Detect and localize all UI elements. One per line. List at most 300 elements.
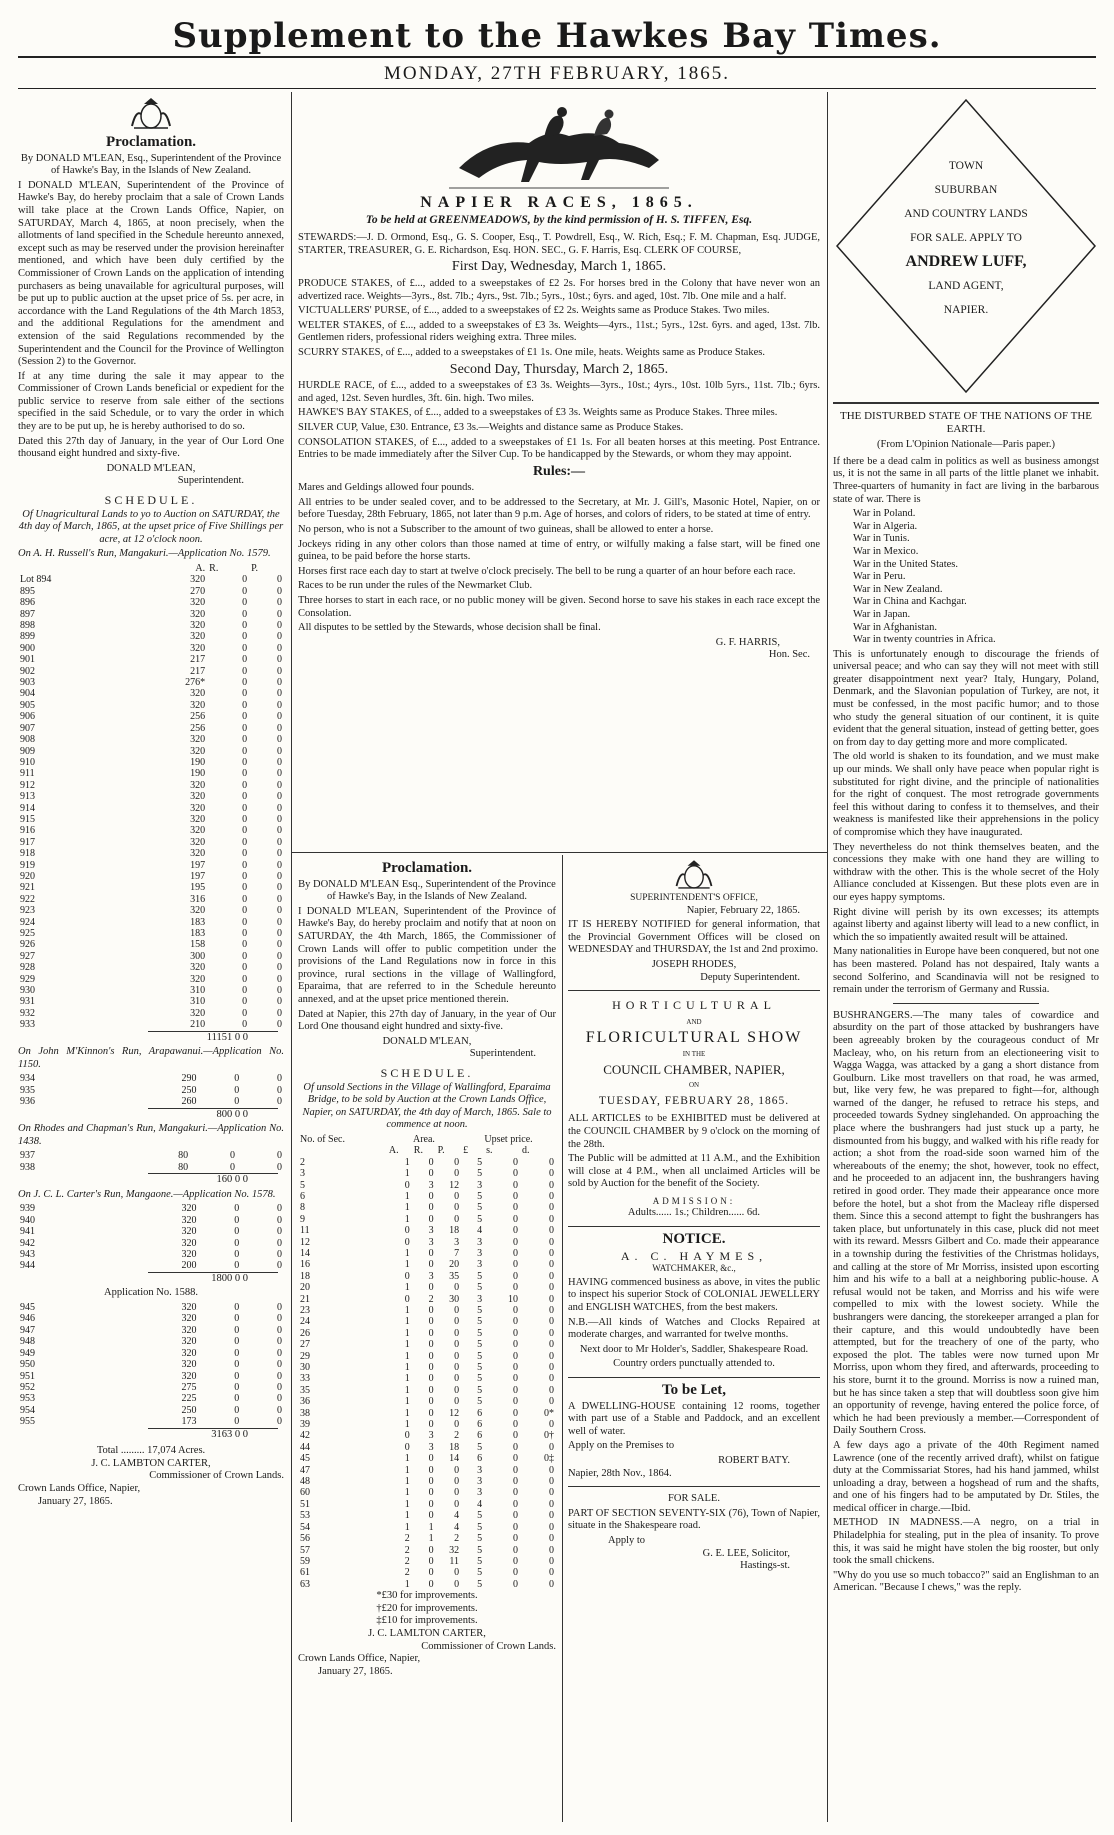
- table-cell: 0: [277, 893, 282, 905]
- note: †£20 for improvements.: [376, 1602, 478, 1614]
- schedule-intro: Of Unagricultural Lands to yo to Auction on SATURDAY, the 4th day of March, 1865, at the upset price of Five Shillings per acre, at 12 o'clock noon.: [18, 508, 284, 545]
- table-cell: 0: [234, 1359, 240, 1371]
- table-cell: 910: [20, 756, 35, 768]
- section-row: [298, 1168, 556, 1179]
- table-cell: 320: [190, 597, 206, 609]
- table-cell: 944: [20, 1260, 35, 1272]
- table-cell: 0: [454, 1156, 460, 1168]
- table-cell: 5: [300, 1179, 305, 1191]
- table-cell: 949: [20, 1347, 35, 1359]
- table-cell: 916: [20, 825, 35, 837]
- table-cell: 63: [300, 1578, 310, 1590]
- table-cell: 5: [477, 1304, 483, 1316]
- section-row: [298, 1408, 556, 1419]
- lot-row: [18, 688, 284, 699]
- table-cell: 0: [428, 1156, 434, 1168]
- section-row: [298, 1567, 556, 1578]
- show-public: The Public will be admitted at 11 A.M., and the Exhibition will close at 4 P.M., when all unclaimed Articles will be sold by Auction for the benefit of the Society.: [568, 1153, 820, 1190]
- run-heading: Application No. 1588.: [104, 1287, 198, 1299]
- table-cell: 0: [277, 802, 282, 814]
- table-cell: 0: [242, 985, 248, 997]
- table-cell: 0: [513, 1202, 519, 1214]
- war-item: War in Afghanistan.: [853, 621, 938, 633]
- table-cell: 0: [234, 1370, 240, 1382]
- table-cell: 3: [428, 1441, 434, 1453]
- table-cell: 912: [20, 779, 35, 791]
- table-cell: 0: [242, 711, 248, 723]
- table-cell: 941: [20, 1226, 35, 1238]
- table-cell: 0: [549, 1236, 554, 1248]
- haymes-body: HAVING commenced business as above, in vites the public to inspect his superior Stock of COLONIAL JEWELLERY and ENGLISH WATCHES, from the best makers.: [568, 1276, 820, 1314]
- table-cell: 0: [428, 1350, 434, 1362]
- lot-row: [18, 1382, 284, 1393]
- table-cell: 3: [454, 1236, 460, 1248]
- table-cell: 20: [300, 1282, 310, 1294]
- race-entry: CONSOLATION STAKES, of £..., added to a sweepstakes of £1 1s. For all beaten horses at this meeting. Post Entrance. Entries to be made immediately after the Silver Cup. To be handicapped by the Stewards, or whom they may appoint.: [298, 436, 820, 461]
- table-cell: 0: [242, 745, 248, 757]
- table-cell: 0: [277, 665, 282, 677]
- proclamation-2-title: Proclamation.: [381, 860, 473, 876]
- table-cell: 3: [428, 1179, 434, 1191]
- table-cell: 36: [300, 1396, 310, 1408]
- table-cell: 0: [404, 1441, 410, 1453]
- table-cell: 0: [513, 1339, 519, 1351]
- table-cell: 0: [277, 734, 282, 746]
- section-divider: [291, 852, 827, 853]
- table-cell: 320: [190, 802, 206, 814]
- article-para: The old world is shaken to its foundation, and we must make up our minds. We shall only have peace when popular right is substituted for right divine, and the principle of nationalities for the right of conquest. The most retrograde governments feel this without daring to confess it to themselves, and their weakness is manifested like their apprehensions in the policy of compromise which they have inaugurated.: [833, 751, 1099, 838]
- table-cell: 0: [549, 1510, 554, 1522]
- luff-line: FOR SALE. APPLY TO: [910, 232, 1022, 244]
- table-cell: 57: [300, 1544, 310, 1556]
- table-cell: 943: [20, 1249, 35, 1261]
- show-and: AND: [686, 1017, 702, 1026]
- table-cell: 250: [181, 1404, 197, 1416]
- table-cell: 0: [454, 1498, 460, 1510]
- table-cell: 911: [20, 768, 35, 780]
- table-cell: 1: [404, 1247, 410, 1259]
- lot-row: [18, 1019, 284, 1030]
- table-cell: 0: [513, 1464, 519, 1476]
- table-cell: 945: [20, 1302, 35, 1314]
- table-cell: 320: [181, 1249, 197, 1261]
- lot-row: [18, 643, 284, 654]
- table-cell: 0: [277, 836, 282, 848]
- office-date: Napier, February 22, 1865.: [686, 904, 800, 916]
- lot-row: [18, 1085, 284, 1096]
- schedule-intro: Of unsold Sections in the Village of Wallingford, Eparaima Bridge, to be sold by Auction at the Crown Lands Office, Napier, on SATURDAY, the 4th day of March, 1865. Sale to commence at noon.: [302, 1081, 552, 1131]
- table-cell: 2: [404, 1555, 410, 1567]
- table-cell: 0: [549, 1544, 554, 1556]
- table-cell: 0: [404, 1270, 410, 1282]
- table-cell: 0: [242, 1019, 248, 1031]
- office-heading: SUPERINTENDENT'S OFFICE,: [630, 893, 758, 903]
- war-item: War in Poland.: [853, 508, 916, 520]
- lot-row: [18, 711, 284, 722]
- table-cell: 0: [277, 1416, 282, 1428]
- table-cell: 21: [300, 1293, 310, 1305]
- table-cell: 1: [404, 1339, 410, 1351]
- table-cell: 0: [549, 1327, 554, 1339]
- rule: No person, who is not a Subscriber to the amount of two guineas, shall be allowed to enter a horse.: [298, 524, 714, 536]
- table-cell: 0: [242, 722, 248, 734]
- table-cell: 6: [477, 1407, 483, 1419]
- lot-row: [18, 1260, 284, 1271]
- lot-row: [18, 586, 284, 597]
- table-cell: 0: [454, 1350, 460, 1362]
- table-cell: 11: [449, 1555, 460, 1567]
- table-cell: 14: [300, 1247, 310, 1259]
- table-cell: 0: [234, 1203, 240, 1215]
- table-cell: Lot 894: [20, 574, 52, 586]
- table-cell: 942: [20, 1237, 35, 1249]
- table-cell: 320: [190, 642, 206, 654]
- table-cell: 3: [428, 1236, 434, 1248]
- note: *£30 for improvements.: [376, 1590, 478, 1602]
- table-cell: 48: [300, 1476, 310, 1488]
- table-cell: 0: [277, 791, 282, 803]
- table-cell: 924: [20, 916, 35, 928]
- table-cell: 0: [513, 1544, 519, 1556]
- table-cell: 3: [300, 1168, 305, 1180]
- dateline-rule: [18, 88, 1096, 89]
- table-cell: 1: [404, 1190, 410, 1202]
- section-row: [298, 1351, 556, 1362]
- table-cell: 0: [277, 985, 282, 997]
- table-cell: 1: [404, 1327, 410, 1339]
- grand-total: Total ......... 17,074 Acres.: [96, 1445, 206, 1457]
- lot-row: [18, 1008, 284, 1019]
- table-cell: 0: [513, 1247, 519, 1259]
- col-sub: P.: [437, 1145, 445, 1157]
- table-cell: 210: [190, 1019, 206, 1031]
- table-cell: 5: [477, 1373, 483, 1385]
- run-heading: On J. C. L. Carter's Run, Mangaone.—Application No. 1578.: [18, 1188, 276, 1200]
- table-cell: 0: [242, 905, 248, 917]
- table-cell: 0: [454, 1316, 460, 1328]
- masthead: [0, 0, 1114, 56]
- table-cell: 0: [234, 1324, 240, 1336]
- table-cell: 0: [454, 1213, 460, 1225]
- table-cell: 1: [404, 1373, 410, 1385]
- section-row: [298, 1499, 556, 1510]
- table-cell: 1: [404, 1464, 410, 1476]
- table-cell: 0: [234, 1260, 240, 1272]
- table-cell: 0: [277, 859, 282, 871]
- table-cell: 0: [428, 1247, 434, 1259]
- royal-crest-icon: [671, 858, 717, 892]
- table-cell: 5: [477, 1339, 483, 1351]
- col-sub: s.: [486, 1145, 493, 1157]
- table-cell: 0: [234, 1313, 240, 1325]
- lot-row: [18, 928, 284, 939]
- col-header: No. of Sec.: [300, 1133, 345, 1145]
- lot-row: [18, 894, 284, 905]
- table-cell: 35: [449, 1270, 460, 1282]
- show-venue: COUNCIL CHAMBER, NAPIER,: [603, 1061, 785, 1077]
- table-cell: 0: [428, 1464, 434, 1476]
- table-cell: 1: [404, 1282, 410, 1294]
- signature: DONALD M'LEAN,: [106, 462, 196, 474]
- table-cell: 1: [404, 1407, 410, 1419]
- table-cell: 256: [190, 711, 206, 723]
- table-cell: 0: [234, 1393, 240, 1405]
- proclamation-2: [298, 858, 556, 1826]
- lot-row: [18, 791, 284, 802]
- race-entry: VICTUALLERS' PURSE, of £..., added to a sweepstakes of £2 2s. Weights same as Produce Stakes. Two miles.: [298, 305, 770, 317]
- lot-row: [18, 1215, 284, 1226]
- table-cell: 18: [449, 1225, 460, 1237]
- races-signature: G. F. HARRIS,: [715, 636, 780, 648]
- col-sub: A.: [388, 1145, 399, 1157]
- section-row: [298, 1487, 556, 1498]
- table-cell: 0: [242, 859, 248, 871]
- rules-heading: Rules:—: [532, 463, 586, 479]
- table-cell: 915: [20, 813, 35, 825]
- table-cell: 0: [428, 1578, 434, 1590]
- table-cell: 3: [477, 1487, 483, 1499]
- col-sub: d.: [522, 1145, 530, 1157]
- footer-date: January 27, 1865.: [318, 1665, 393, 1677]
- table-cell: 939: [20, 1203, 35, 1215]
- section-row: [298, 1328, 556, 1339]
- lots-table: [18, 1203, 284, 1271]
- table-cell: 0: [277, 1302, 282, 1314]
- table-cell: 921: [20, 882, 35, 894]
- table-cell: 0: [513, 1213, 519, 1225]
- table-cell: 0: [454, 1396, 460, 1408]
- table-cell: 0: [277, 939, 282, 951]
- news-column: [833, 96, 1099, 1826]
- table-cell: 225: [181, 1393, 197, 1405]
- lot-row: [18, 1302, 284, 1313]
- table-cell: 0: [549, 1293, 554, 1305]
- table-cell: 0: [513, 1396, 519, 1408]
- war-item: War in China and Kachgar.: [853, 596, 967, 608]
- table-cell: 190: [190, 756, 206, 768]
- table-cell: 0: [242, 756, 248, 768]
- lots-table: [18, 1150, 284, 1173]
- subtotal: 11151 0 0: [148, 1031, 278, 1045]
- table-cell: 0: [277, 1313, 282, 1325]
- table-cell: 0: [513, 1384, 519, 1396]
- table-cell: 200: [181, 1260, 197, 1272]
- for-sale-body: PART OF SECTION SEVENTY-SIX (76), Town of Napier, situate in the Shakespeare road.: [568, 1507, 820, 1532]
- table-cell: 20: [449, 1259, 460, 1271]
- table-cell: 0: [277, 768, 282, 780]
- table-cell: 1: [404, 1419, 410, 1431]
- table-cell: 0: [277, 642, 282, 654]
- table-cell: 0: [513, 1259, 519, 1271]
- section-row: [298, 1225, 556, 1236]
- section-row: [298, 1419, 556, 1430]
- lot-row: [18, 1371, 284, 1382]
- table-cell: 0: [454, 1487, 460, 1499]
- section-row: [298, 1259, 556, 1270]
- proclamation-dated: Dated this 27th day of January, in the year of Our Lord One thousand eight hundred and sixty-five.: [18, 435, 284, 460]
- table-cell: 0: [277, 1096, 282, 1108]
- section-row: [298, 1510, 556, 1521]
- table-cell: 320: [190, 608, 206, 620]
- lot-row: [18, 951, 284, 962]
- article-source: (From L'Opinion Nationale—Paris paper.): [876, 439, 1056, 451]
- lot-row: [18, 1073, 284, 1084]
- table-cell: 5: [477, 1190, 483, 1202]
- table-cell: 5: [477, 1544, 483, 1556]
- table-cell: 0: [549, 1350, 554, 1362]
- table-cell: 0: [549, 1179, 554, 1191]
- table-cell: 0: [277, 973, 282, 985]
- table-cell: 10: [508, 1293, 519, 1305]
- table-cell: 0: [242, 882, 248, 894]
- table-cell: 908: [20, 734, 35, 746]
- table-cell: 0: [549, 1316, 554, 1328]
- table-cell: 310: [190, 985, 206, 997]
- lot-row: [18, 814, 284, 825]
- table-cell: 0: [277, 813, 282, 825]
- table-cell: 1: [404, 1156, 410, 1168]
- table-cell: 2: [404, 1544, 410, 1556]
- section-row: [298, 1465, 556, 1476]
- divider: [833, 402, 1099, 404]
- race-entry: HAWKE'S BAY STAKES, of £..., added to a sweepstakes of £3 3s. Weights same as Produce Stakes. Three miles.: [298, 407, 778, 419]
- table-cell: 0: [428, 1555, 434, 1567]
- table-cell: 47: [300, 1464, 310, 1476]
- table-cell: 0: [549, 1213, 554, 1225]
- table-cell: 39: [300, 1419, 310, 1431]
- table-cell: 300: [190, 950, 206, 962]
- lot-row: [18, 1096, 284, 1107]
- races-signature-role: Hon. Sec.: [768, 649, 810, 661]
- table-cell: 320: [190, 688, 206, 700]
- table-cell: 0: [549, 1362, 554, 1373]
- dateline: MONDAY, 27TH FEBRUARY, 1865.: [384, 63, 730, 84]
- lots-table: [18, 1073, 284, 1107]
- table-cell: 51: [300, 1498, 310, 1510]
- table-cell: 1: [404, 1510, 410, 1522]
- table-cell: 0: [242, 848, 248, 860]
- luff-line: SUBURBAN: [934, 184, 998, 196]
- section-row: [298, 1294, 556, 1305]
- table-cell: 0: [454, 1304, 460, 1316]
- table-cell: 899: [20, 631, 35, 643]
- table-cell: 0: [428, 1213, 434, 1225]
- lot-row: [18, 677, 284, 688]
- show-date: TUESDAY, FEBRUARY 28, 1865.: [598, 1094, 790, 1107]
- table-cell: 0: [242, 688, 248, 700]
- table-cell: 0: [428, 1476, 434, 1488]
- table-cell: 320: [190, 973, 206, 985]
- table-cell: 0: [277, 962, 282, 974]
- table-cell: 0: [234, 1226, 240, 1238]
- table-cell: 0: [277, 825, 282, 837]
- table-cell: 275: [181, 1381, 197, 1393]
- section-row: [298, 1545, 556, 1556]
- rule: Races to be run under the rules of the Newmarket Club.: [298, 580, 533, 592]
- table-cell: 1: [404, 1259, 410, 1271]
- race-entry: PRODUCE STAKES, of £..., added to a sweepstakes of £2 2s. For horses bred in the Colony that have never won an advertized race. Weights—3yrs., 8st. 7lb.; 4yrs., 9st. 7lb.; 5yrs., 10st.; 6yrs. and aged, 10st. 7lb. One mile and a half.: [298, 277, 820, 302]
- article-para: Right divine will perish by its own excesses; its attempts against liberty and against liberty will lead to a new conflict, in which the so impatiently awaited result will be attained.: [833, 906, 1099, 943]
- table-cell: 0: [428, 1282, 434, 1294]
- table-cell: 1: [404, 1213, 410, 1225]
- table-cell: 0: [549, 1247, 554, 1259]
- war-item: War in Japan.: [853, 608, 911, 620]
- lot-row: [18, 723, 284, 734]
- table-cell: 0: [549, 1373, 554, 1385]
- table-cell: 0: [513, 1225, 519, 1237]
- table-cell: 0: [513, 1350, 519, 1362]
- table-cell: 197: [190, 859, 206, 871]
- section-row: [298, 1396, 556, 1407]
- rule: Three horses to start in each race, or no public money will be given. Second horse to save his stakes in each race except the Consolation.: [298, 595, 820, 619]
- table-cell: 0: [428, 1190, 434, 1202]
- lot-row: [18, 574, 284, 585]
- table-cell: 1: [404, 1396, 410, 1408]
- table-cell: 158: [190, 939, 206, 951]
- table-cell: 0: [513, 1407, 519, 1419]
- table-cell: 0: [277, 620, 282, 632]
- col-r: R.: [209, 563, 219, 574]
- table-cell: 60: [300, 1487, 310, 1499]
- table-cell: 0: [454, 1202, 460, 1214]
- table-cell: 0: [242, 699, 248, 711]
- table-cell: 0: [277, 1214, 282, 1226]
- table-cell: 0: [234, 1302, 240, 1314]
- table-cell: 0: [242, 597, 248, 609]
- rule: Jockeys riding in any other colors than those named at time of entry, or wilfully making a false start, will be fined one guinea, to be paid before the horse starts.: [298, 538, 820, 563]
- footer-role: Commissioner of Crown Lands.: [421, 1640, 556, 1652]
- table-cell: 0: [234, 1347, 240, 1359]
- section-row: [298, 1180, 556, 1191]
- table-cell: 0: [277, 1237, 282, 1249]
- to-let-date: Napier, 28th Nov., 1864.: [568, 1467, 672, 1479]
- section-row: [298, 1271, 556, 1282]
- table-cell: 937: [20, 1150, 35, 1162]
- column-divider: [291, 92, 292, 1822]
- table-cell: 946: [20, 1313, 35, 1325]
- table-cell: 5: [477, 1168, 483, 1180]
- proclamation-body-2: If at any time during the sale it may appear to the Commissioner of Crown Lands beneficial or expedient for the public service to reserve from sale either of the sections specified in the said Schedule, or to vary the order in which they are to be put up, he is hereby authorised to do so.: [18, 370, 284, 433]
- table-cell: 320: [190, 905, 206, 917]
- table-cell: 0: [277, 905, 282, 917]
- table-cell: 0: [428, 1407, 434, 1419]
- proclamation-by: By DONALD M'LEAN, Esq., Superintendent of the Province of Hawke's Bay, in the Islands of New Zealand.: [20, 152, 282, 177]
- lot-row: [18, 1348, 284, 1359]
- table-cell: 260: [181, 1096, 197, 1108]
- table-cell: 0: [277, 916, 282, 928]
- table-cell: 0: [549, 1464, 554, 1476]
- table-cell: 0: [242, 631, 248, 643]
- article-title: THE DISTURBED STATE OF THE NATIONS OF THE EARTH.: [839, 410, 1093, 435]
- signature-role: Deputy Superintendent.: [700, 971, 800, 983]
- table-cell: 0: [277, 574, 282, 586]
- table-cell: 320: [181, 1370, 197, 1382]
- races-title: NAPIER RACES, 1865.: [420, 194, 698, 211]
- notification: IT IS HEREBY NOTIFIED for general information, that the Provincial Government Offices will be closed on WEDNESDAY and THURSDAY, the 1st and 2nd proximo.: [568, 919, 820, 956]
- table-cell: 5: [477, 1202, 483, 1214]
- table-cell: 0: [428, 1498, 434, 1510]
- table-cell: 250: [181, 1084, 197, 1096]
- table-cell: 0: [277, 654, 282, 666]
- table-cell: 5: [477, 1282, 483, 1294]
- table-cell: 0: [513, 1304, 519, 1316]
- table-cell: 5: [477, 1270, 483, 1282]
- table-cell: 0: [234, 1096, 240, 1108]
- table-cell: 0: [549, 1168, 554, 1180]
- table-cell: 0: [277, 1347, 282, 1359]
- table-cell: 0: [428, 1259, 434, 1271]
- section-row: [298, 1522, 556, 1533]
